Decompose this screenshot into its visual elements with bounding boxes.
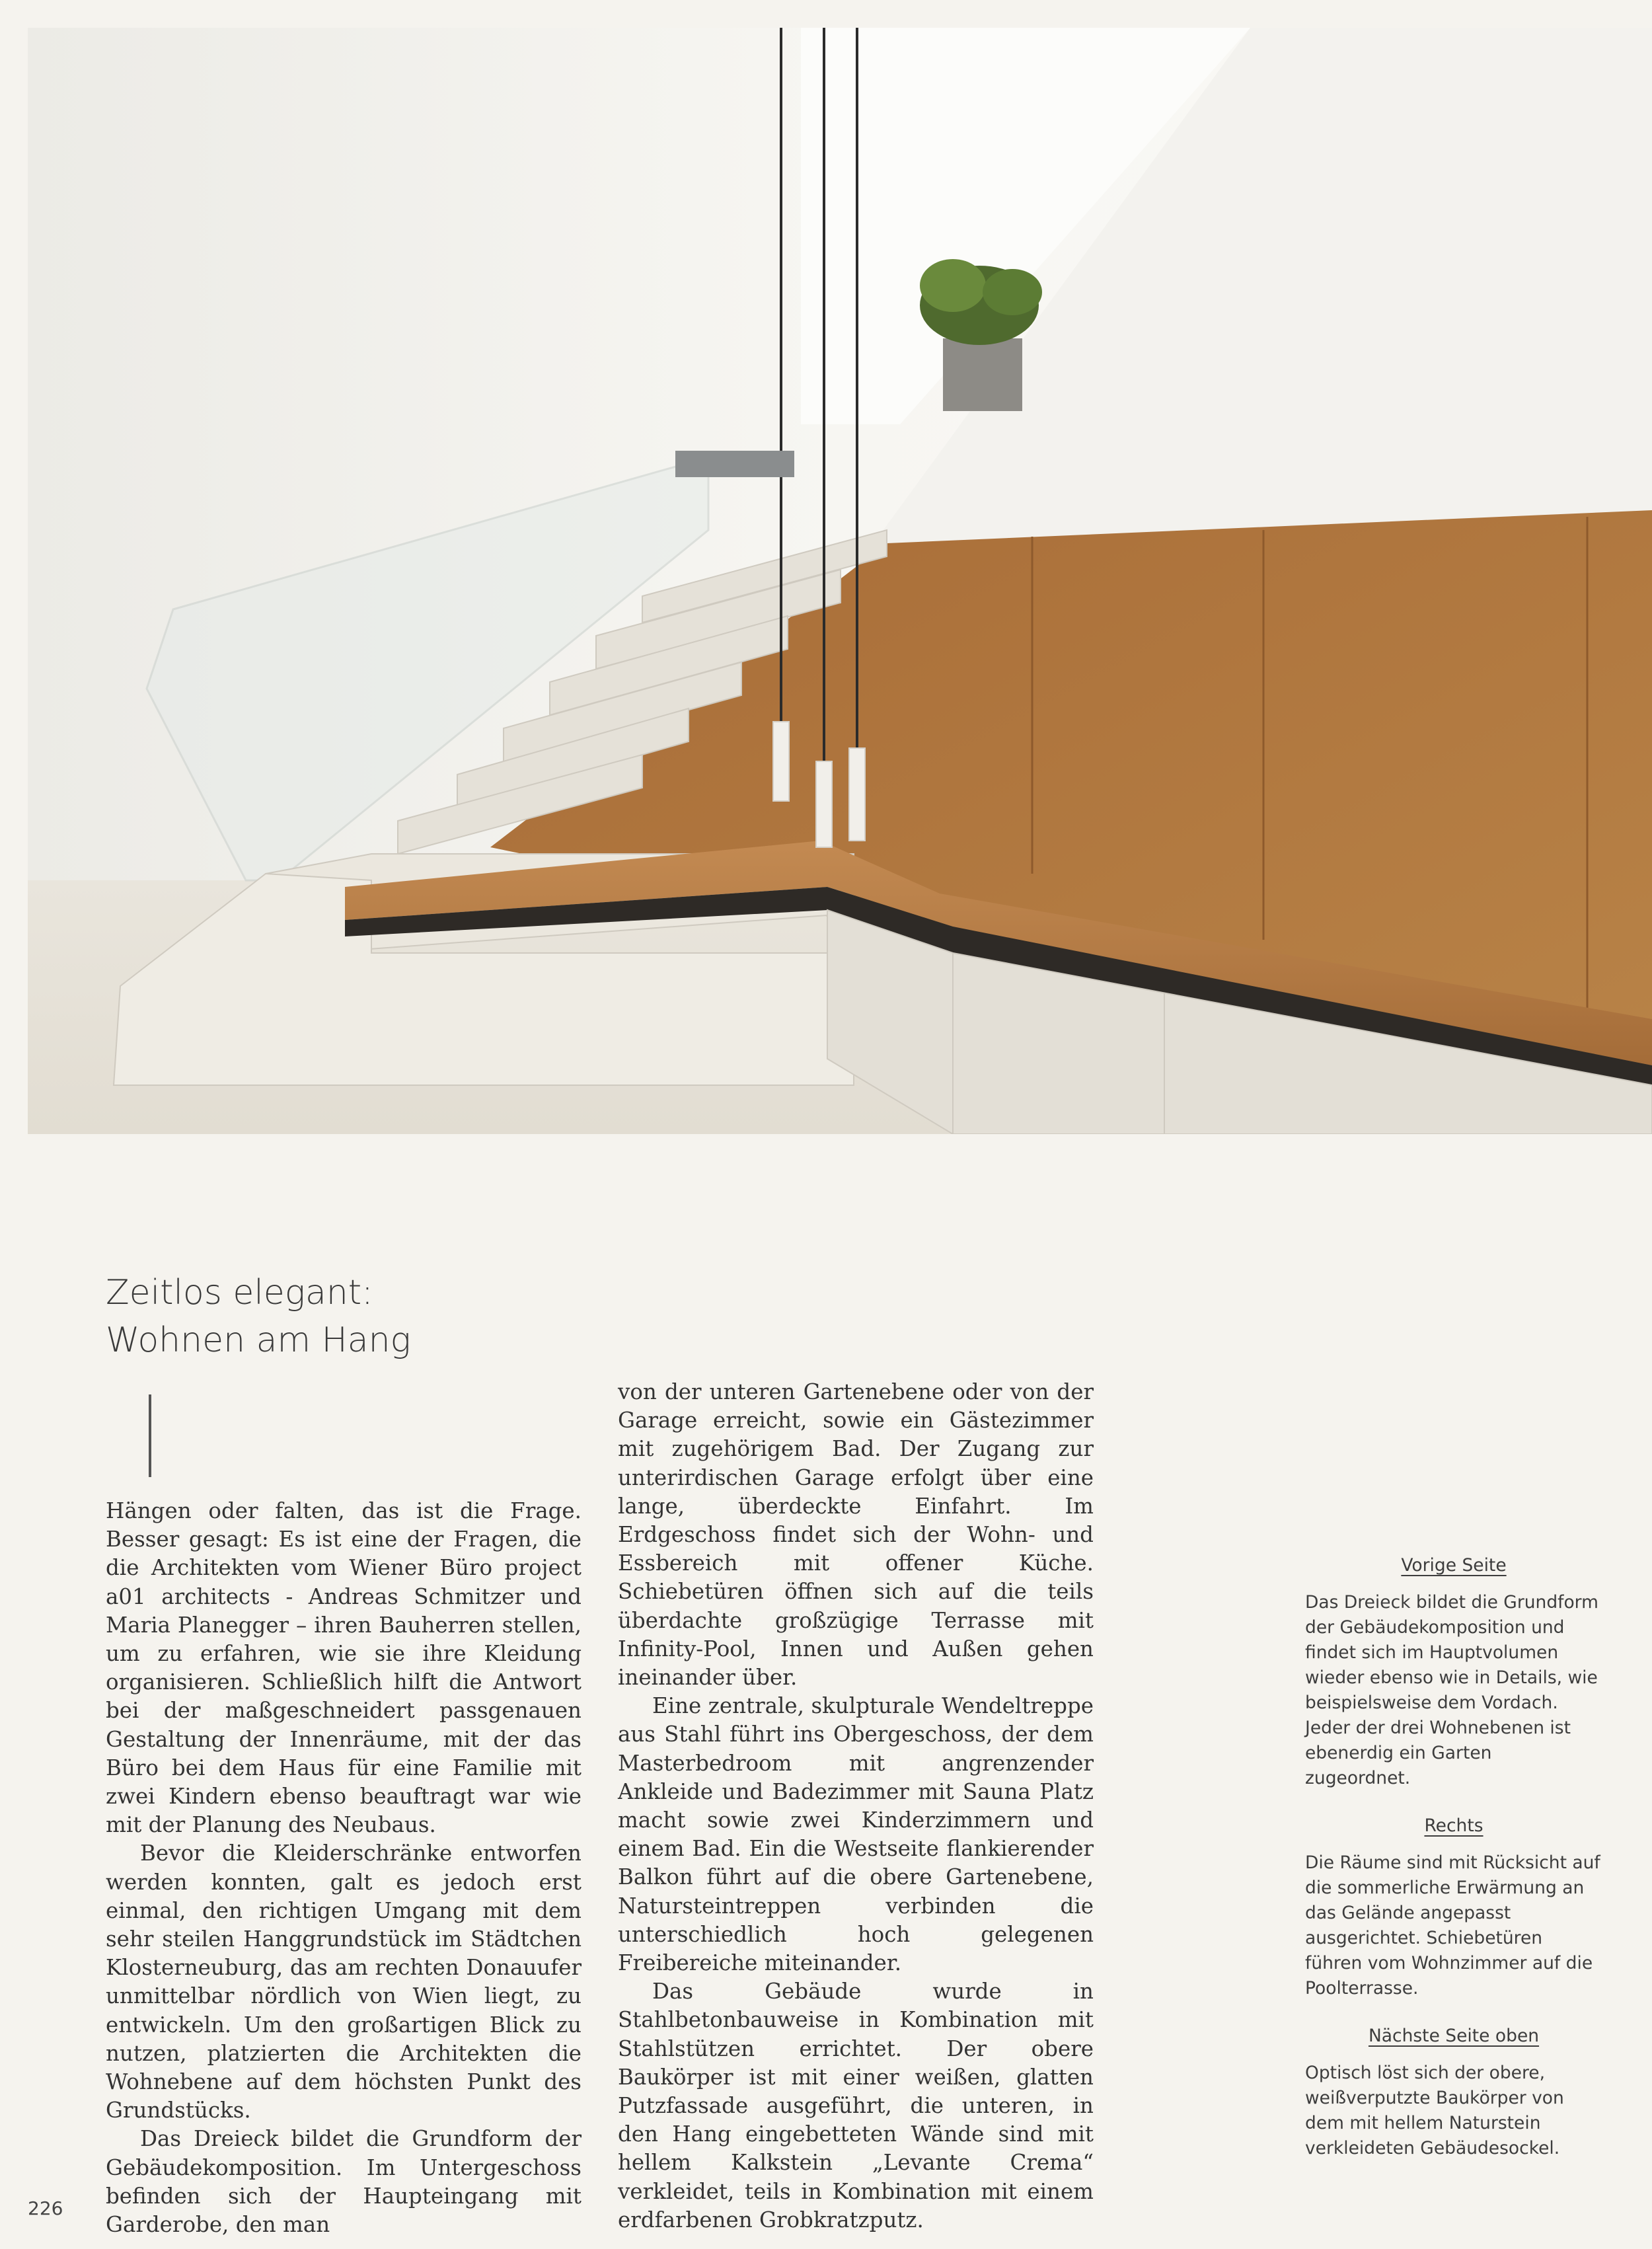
staircase-illustration bbox=[28, 28, 1652, 1134]
paragraph: Eine zentrale, skulpturale Wendeltreppe aus Stahl führt ins Obergeschoss, der dem Masterbedroom mit angrenzender Ankleide und Badezimmer mit Sauna Platz macht sowie zwei Kinderzimmern und einem Bad. Ein die Westseite flankierender Balkon führt auf die obere Gartenebene, Natursteintreppen verbinden die unterschiedlich hoch gelegenen Freibereiche miteinander. bbox=[618, 1693, 1094, 1976]
body-column-1 bbox=[106, 1497, 582, 2239]
caption-text-right: Die Räume sind mit Rücksicht auf die sommerliche Erwärmung an das Gelände angepasst ausgerichtet. Schiebetüren führen vom Wohnzimmer auf die Poolterrasse. bbox=[1305, 1852, 1600, 1999]
article-headline bbox=[106, 1269, 568, 1364]
paragraph: Das Dreieck bildet die Grundform der Gebäudekomposition. Im Untergeschoss befinden sich der Haupteingang mit Garderobe, den man bbox=[106, 2126, 582, 2238]
photo-captions bbox=[1305, 1553, 1602, 2184]
caption-heading-previous: Vorige Seite bbox=[1401, 1555, 1507, 1576]
vertical-rule bbox=[149, 1394, 151, 1477]
caption-text-previous: Das Dreieck bildet die Grundform der Gebäudekomposition und findet sich im Hauptvolumen wieder ebenso wie in Details, wie beispielsweise dem Vordach. Jeder der drei Wohnebenen ist ebenerdig ein Garten zugeordnet. bbox=[1305, 1592, 1598, 1788]
headline-line-1: Zeitlos elegant: bbox=[106, 1273, 373, 1313]
headline-line-2: Wohnen am Hang bbox=[106, 1320, 411, 1360]
interior-staircase-photo bbox=[28, 28, 1652, 1134]
paragraph: Bevor die Kleiderschränke entworfen werden konnten, galt es jedoch erst einmal, den richtigen Umgang mit dem sehr steilen Hanggrundstück im Städtchen Klosterneuburg, das am rechten Donauufer unmittelbar nördlich von Wien liegt, zu entwickeln. Um den großartigen Blick zu nutzen, platzierten die Architekten die Wohnebene auf dem höchsten Punkt des Grundstücks. bbox=[106, 1841, 582, 2123]
paragraph: Hängen oder falten, das ist die Frage. Besser gesagt: Es ist eine der Fragen, die die Architekten vom Wiener Büro project a01 architects - Andreas Schmitzer und Maria Planegger – ihren Bauherren stellen, um zu erfahren, wie sie ihre Kleidung organisieren. Schließlich hilft die Antwort bei der maßgeschneidert passgenauen Gestaltung der Innenräume, mit der das Büro bei dem Haus für eine Familie mit zwei Kindern ebenso beauftragt war wie mit der Planung des Neubaus. bbox=[106, 1498, 582, 1838]
caption-heading-next: Nächste Seite oben bbox=[1368, 2026, 1540, 2046]
paragraph: von der unteren Gartenebene oder von der Garage erreicht, sowie ein Gästezimmer mit zugehörigem Bad. Der Zugang zur unterirdischen Garage erfolgt über eine lange, überdeckte Einfahrt. Im Erdgeschoss findet sich der Wohn- und Essbereich mit offener Küche. Schiebetüren öffnen sich auf die teils überdachte großzügige Terrasse mit Infinity-Pool, Innen und Außen gehen ineinander über. bbox=[618, 1379, 1094, 1691]
page-number: 226 bbox=[28, 2197, 63, 2219]
body-column-2 bbox=[618, 1378, 1094, 2234]
paragraph: Das Gebäude wurde in Stahlbetonbauweise in Kombination mit Stahlstützen errichtet. Der obere Baukörper ist mit einer weißen, glatten Putzfassade ausgeführt, die unteren, in den Hang eingebetteten Wände sind mit hellem Kalkstein „Levante Crema“ verkleidet, teils in Kombination mit einem erdfarbenen Grobkratzputz. bbox=[618, 1979, 1094, 2232]
caption-text-next: Optisch löst sich der obere, weißverputzte Baukörper von dem mit hellem Naturstein verkleideten Gebäudesockel. bbox=[1305, 2063, 1564, 2158]
caption-heading-right: Rechts bbox=[1424, 1815, 1483, 1836]
